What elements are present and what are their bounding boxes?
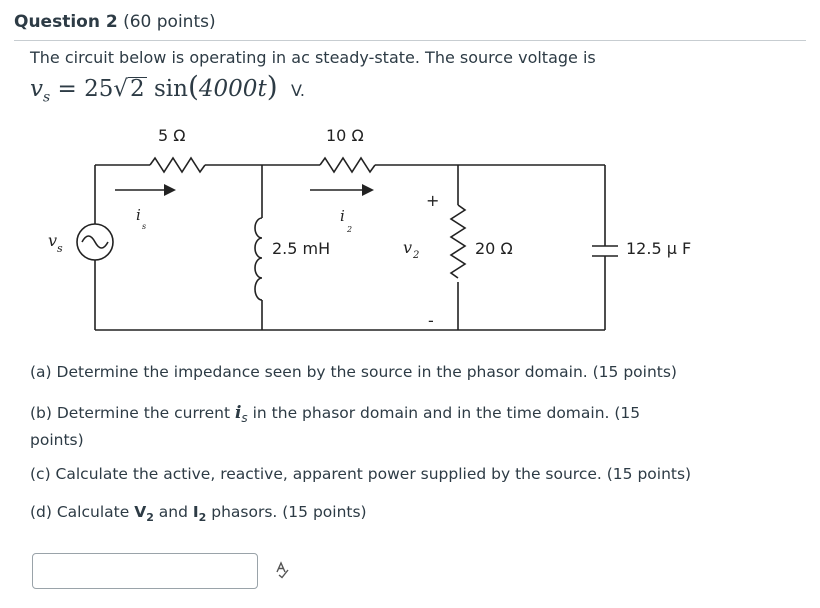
r2-label: 10 Ω bbox=[326, 126, 364, 145]
r3-label: 20 Ω bbox=[475, 239, 513, 258]
part-a: (a) Determine the impedance seen by the source in the phasor domain. (15 points) bbox=[30, 363, 677, 381]
part-d-post: phasors. (15 points) bbox=[206, 503, 367, 521]
part-b-pre: (b) Determine the current bbox=[30, 404, 235, 422]
part-b-var: i bbox=[234, 403, 242, 423]
resistor-5-icon bbox=[150, 158, 205, 172]
i2-sub: 2 bbox=[347, 225, 353, 234]
eq-func: sin bbox=[153, 76, 188, 102]
part-d bbox=[30, 501, 367, 529]
inductor-icon bbox=[255, 218, 262, 300]
part-d-v: V bbox=[134, 503, 147, 521]
part-d-isub: 2 bbox=[198, 511, 207, 525]
eq-coef: 25 bbox=[84, 76, 114, 102]
i2-label: i bbox=[340, 207, 345, 225]
is-label: i bbox=[136, 206, 141, 224]
r1-label: 5 Ω bbox=[158, 126, 186, 145]
part-c: (c) Calculate the active, reactive, apparent power supplied by the source. (15 points) bbox=[30, 465, 692, 483]
i2-arrow-icon bbox=[362, 184, 374, 196]
v2-sub: 2 bbox=[413, 250, 420, 261]
part-b-post: in the phasor domain and in the time domain. (15 bbox=[247, 404, 641, 422]
part-d-pre: (d) Calculate bbox=[30, 503, 135, 521]
resistor-10-icon bbox=[320, 158, 375, 172]
eq-equals: = bbox=[57, 76, 77, 102]
answer-input[interactable] bbox=[32, 553, 258, 589]
question-number: Question 2 bbox=[14, 12, 118, 32]
inductor-label: 2.5 mH bbox=[272, 239, 331, 258]
v2-minus: - bbox=[428, 311, 434, 330]
eq-arg: 4000t bbox=[198, 76, 267, 102]
capacitor-label: 12.5 µ F bbox=[626, 239, 692, 258]
v2-label: v bbox=[403, 238, 413, 257]
part-b-sub: s bbox=[241, 411, 248, 426]
v2-plus: + bbox=[426, 191, 440, 210]
spellcheck-icon[interactable] bbox=[274, 561, 290, 583]
intro-text: The circuit below is operating in ac steady-state. The source voltage is bbox=[30, 48, 596, 67]
eq-lhs: v bbox=[30, 76, 43, 102]
resistor-20-icon bbox=[451, 205, 465, 278]
part-d-and: and bbox=[153, 503, 193, 521]
part-b-line2: points) bbox=[30, 431, 84, 450]
eq-lhs-sub: s bbox=[43, 89, 51, 106]
is-arrow-icon bbox=[164, 184, 176, 196]
is-sub: s bbox=[142, 222, 147, 231]
source-label: v bbox=[48, 231, 58, 250]
source-equation: $v_s = 25√2$ sin(4000t) V. bbox=[30, 70, 305, 106]
eq-radicand: 2 bbox=[130, 76, 145, 102]
source-sub: s bbox=[57, 242, 63, 255]
part-d-i: I bbox=[192, 503, 199, 521]
part-d-vsub: 2 bbox=[146, 511, 154, 525]
part-b bbox=[30, 402, 640, 451]
capacitor-icon bbox=[592, 246, 618, 256]
eq-unit: V. bbox=[290, 81, 305, 100]
question-points: (60 points) bbox=[123, 12, 216, 32]
